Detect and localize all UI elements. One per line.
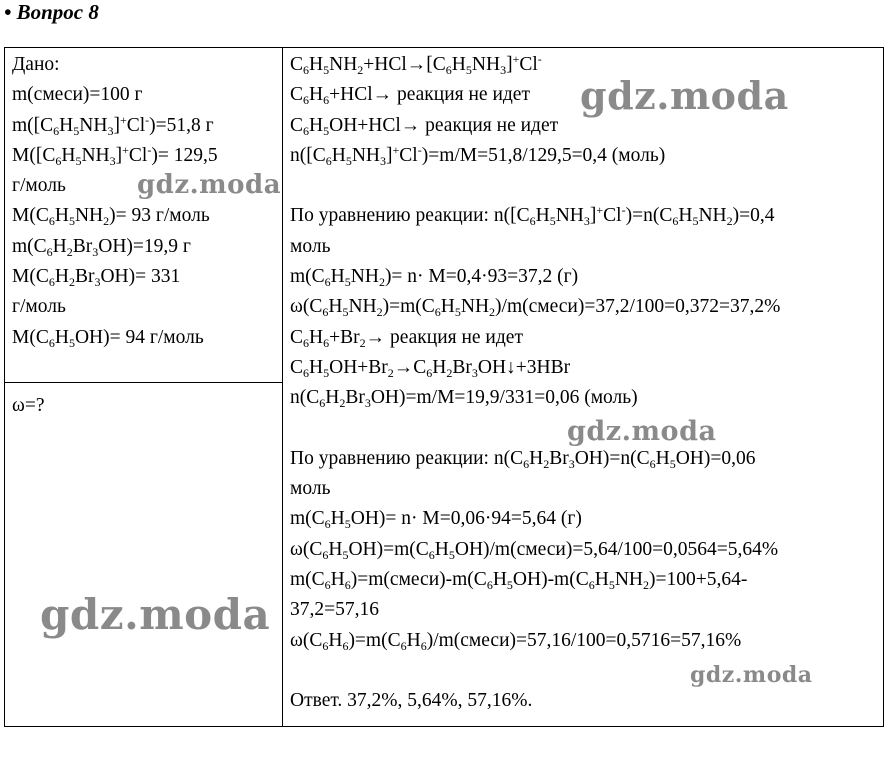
calc-m-phenol: $m(C_6H_5OH)= n\cdot M=0,06\cdot 94=5,64$ (г) xyxy=(290,508,582,532)
calc-n-phenol-eq: По уравнению реакции: $n(C_6H_2Br_3OH)=n(C_6H_5OH)=0,06$ xyxy=(290,447,756,471)
given-tribromo-mass: $m(C_6H_2Br_3OH)=19,9$ г xyxy=(12,235,191,259)
eq-phenol-br2: $C_6H_5OH+Br_2\to C_6H_2Br_3OH↓+3HBr$ xyxy=(290,356,571,380)
eq-benzene-hcl: $C_6H_6+HCl\to$ реакция не идет xyxy=(290,84,530,108)
calc-n-salt: $n([C_6H_5NH_3]^+Cl^-)=m/M=51,8/129,5=0,4$ (моль) xyxy=(290,142,666,168)
calc-n-tribromo: $n(C_6H_2Br_3OH)=m/M=19,9/331=0,06$ (моль) xyxy=(290,387,638,411)
given-salt-molar: $M([C_6H_5NH_3]^+Cl^-)= 129,5$ xyxy=(12,142,218,168)
eq-phenol-hcl: $C_6H_5OH+HCl\to$ реакция не идет xyxy=(290,114,559,138)
calc-w-benzene: $\omega(C_6H_6)=m(C_6H_6)/m(смеси)=57,16/100=0,5716=57,16\%$ xyxy=(290,629,742,653)
calc-m-benzene-cont: 37,2=57,16 xyxy=(290,599,379,621)
row-divider xyxy=(5,382,282,383)
given-label: Дано: xyxy=(12,54,60,75)
given-tribromo-molar: $M(C_6H_2Br_3OH)= 331$ xyxy=(12,266,181,290)
calc-n-aniline-eq: По уравнению реакции: $n([C_6H_5NH_3]^+Cl^-)=n(C_6H_5NH_2)=0,4$ xyxy=(290,203,775,229)
blank-line xyxy=(290,171,780,201)
question-title: • Вопрос 8 xyxy=(4,0,99,24)
unit-mol: моль xyxy=(290,235,331,257)
solution-cell xyxy=(290,50,780,717)
watermark: gdz.moda xyxy=(137,170,282,200)
given-tribromo-molar-unit: г/моль xyxy=(12,296,66,318)
given-aniline-molar: $M(C_6H_5NH_2)= 93$ г/моль xyxy=(12,205,210,229)
calc-w-phenol: $\omega(C_6H_5OH)=m(C_6H_5OH)/m(смеси)=5,64/100=0,0564=5,64\%$ xyxy=(290,538,779,562)
given-mix-mass: m(смеси)=100 г xyxy=(12,84,143,106)
eq-benzene-br2: $C_6H_6+Br_2\to$ реакция не идет xyxy=(290,326,523,350)
watermark: gdz.moda xyxy=(567,416,717,447)
watermark: gdz.moda xyxy=(40,590,271,639)
find-cell: ω=? xyxy=(12,395,45,416)
given-salt-mass: $m([C_6H_5NH_3]^+Cl^-)=51,8$ г xyxy=(12,112,214,138)
calc-w-aniline: $\omega(C_6H_5NH_2)=m(C_6H_5NH_2)/m(смеси)=37,2/100=0,372=37,2\%$ xyxy=(290,296,781,320)
calc-m-benzene: $m(C_6H_6)=m(смеси)-m(C_6H_5OH)-m(C_6H_5NH_2)=100+5,64-$ xyxy=(290,569,748,593)
given-salt-molar-unit: г/моль xyxy=(12,175,66,197)
calc-m-aniline: $m(C_6H_5NH_2)= n\cdot M=0,4\cdot 93=37,2$ (г) xyxy=(290,266,579,290)
given-phenol-molar: $M(C_6H_5OH)= 94$ г/моль xyxy=(12,326,204,350)
unit-mol: моль xyxy=(290,478,331,500)
column-divider xyxy=(282,48,283,726)
answer-line: Ответ. 37,2%, 5,64%, 57,16%. xyxy=(290,690,533,712)
eq-aniline-hcl: $C_6H_5NH_2+HCl\to[C_6H_5NH_3]^+Cl^-$ xyxy=(290,52,542,77)
watermark: gdz.moda xyxy=(580,73,789,118)
watermark: gdz.moda xyxy=(690,662,813,688)
given-cell xyxy=(12,50,218,353)
